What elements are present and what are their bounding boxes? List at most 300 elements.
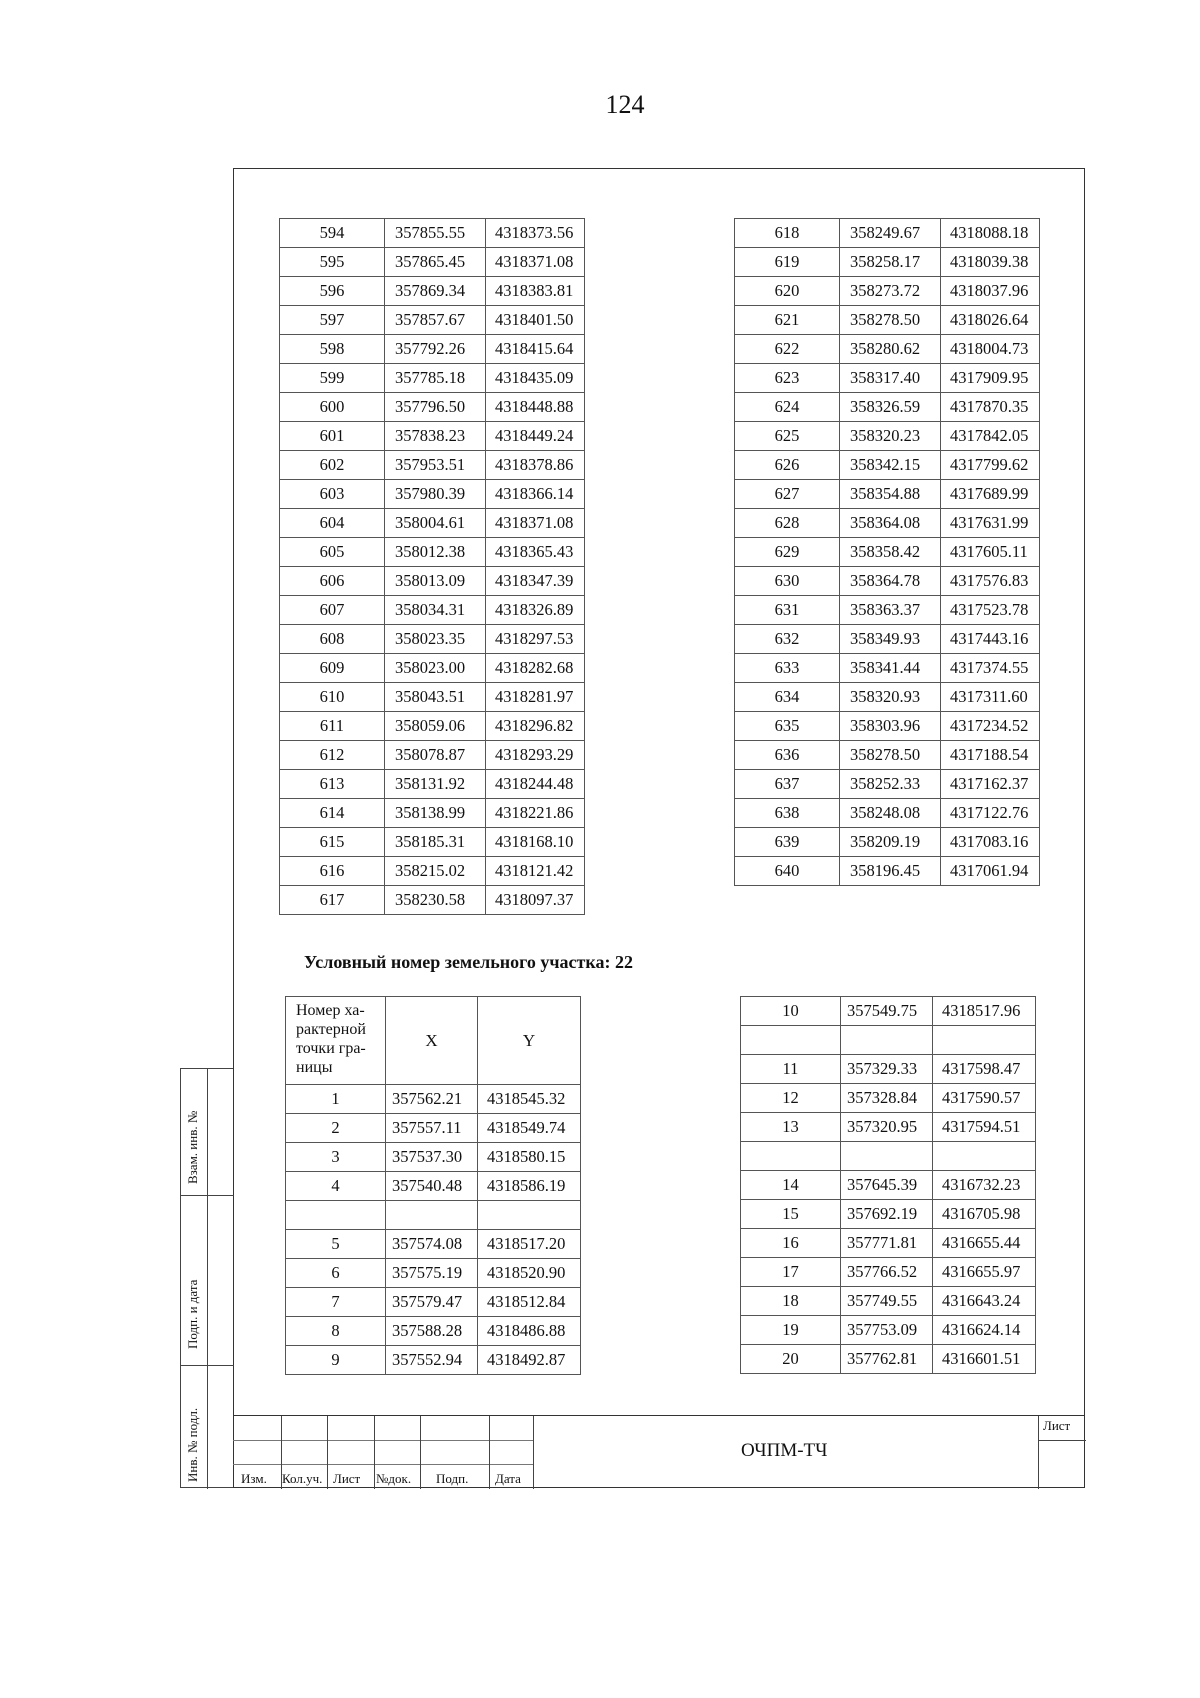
y-coordinate-cell: 4318449.24	[486, 422, 585, 451]
y-coordinate-cell: 4318586.19	[478, 1172, 581, 1201]
x-coordinate-cell: 357857.67	[385, 306, 486, 335]
point-number-cell	[741, 1026, 841, 1055]
y-coordinate-cell	[933, 1142, 1036, 1171]
y-coordinate-cell: 4317842.05	[941, 422, 1040, 451]
label-data: Дата	[495, 1471, 521, 1486]
point-number-cell: 597	[280, 306, 385, 335]
point-number-cell: 1	[286, 1085, 386, 1114]
side-stamp	[180, 1068, 233, 1488]
point-number-cell: 20	[741, 1345, 841, 1374]
point-number-cell: 19	[741, 1316, 841, 1345]
x-coordinate-cell: 357574.08	[386, 1230, 478, 1259]
table-row	[735, 451, 1040, 480]
y-coordinate-cell: 4318365.43	[486, 538, 585, 567]
point-number-cell: 629	[735, 538, 840, 567]
y-coordinate-cell: 4318326.89	[486, 596, 585, 625]
point-number-cell: 611	[280, 712, 385, 741]
divider	[233, 1440, 533, 1441]
y-coordinate-cell: 4318121.42	[486, 857, 585, 886]
table-row	[280, 393, 585, 422]
table-row	[735, 625, 1040, 654]
x-coordinate-cell: 357762.81	[841, 1345, 933, 1374]
y-coordinate-cell: 4317162.37	[941, 770, 1040, 799]
point-number-cell: 626	[735, 451, 840, 480]
y-coordinate-cell: 4317799.62	[941, 451, 1040, 480]
y-coordinate-cell: 4317122.76	[941, 799, 1040, 828]
table-row	[735, 422, 1040, 451]
x-coordinate-cell: 357557.11	[386, 1114, 478, 1143]
x-coordinate-cell: 357575.19	[386, 1259, 478, 1288]
table-row	[735, 770, 1040, 799]
point-number-cell: 600	[280, 393, 385, 422]
y-coordinate-cell: 4318512.84	[478, 1288, 581, 1317]
x-coordinate-cell: 358185.31	[385, 828, 486, 857]
point-number-cell: 630	[735, 567, 840, 596]
table-row	[286, 1201, 581, 1230]
x-coordinate-cell: 358043.51	[385, 683, 486, 712]
y-coordinate-cell	[478, 1201, 581, 1230]
divider	[233, 1464, 533, 1465]
x-coordinate-cell: 358349.93	[840, 625, 941, 654]
y-coordinate-cell: 4318517.96	[933, 997, 1036, 1026]
divider	[207, 1069, 208, 1489]
x-coordinate-cell: 358248.08	[840, 799, 941, 828]
divider	[1039, 1440, 1086, 1441]
header-point-number: Номер ха- рактерной точки гра- ницы	[286, 997, 386, 1085]
x-coordinate-cell: 357865.45	[385, 248, 486, 277]
table-row	[280, 509, 585, 538]
x-coordinate-cell: 358209.19	[840, 828, 941, 857]
sheet-box	[1038, 1416, 1086, 1489]
point-number-cell	[286, 1201, 386, 1230]
x-coordinate-cell: 357766.52	[841, 1258, 933, 1287]
table-row	[735, 857, 1040, 886]
point-number-cell: 612	[280, 741, 385, 770]
x-coordinate-cell: 357549.75	[841, 997, 933, 1026]
coordinates-table-plot-22-left	[285, 996, 581, 1375]
table-row	[280, 306, 585, 335]
y-coordinate-cell: 4318088.18	[941, 219, 1040, 248]
y-coordinate-cell: 4318281.97	[486, 683, 585, 712]
table-row	[286, 1259, 581, 1288]
x-coordinate-cell: 358023.35	[385, 625, 486, 654]
x-coordinate-cell: 358320.93	[840, 683, 941, 712]
table-row	[280, 654, 585, 683]
x-coordinate-cell: 358342.15	[840, 451, 941, 480]
point-number-cell: 615	[280, 828, 385, 857]
point-number-cell: 622	[735, 335, 840, 364]
table-row	[280, 799, 585, 828]
header-y: Y	[478, 997, 581, 1085]
label-ndok: №док.	[376, 1471, 412, 1486]
point-number-cell: 639	[735, 828, 840, 857]
x-coordinate-cell	[841, 1142, 933, 1171]
point-number-cell: 16	[741, 1229, 841, 1258]
table-row	[735, 683, 1040, 712]
point-number-cell: 5	[286, 1230, 386, 1259]
table-row	[280, 248, 585, 277]
x-coordinate-cell: 357328.84	[841, 1084, 933, 1113]
y-coordinate-cell: 4316705.98	[933, 1200, 1036, 1229]
point-number-cell: 599	[280, 364, 385, 393]
y-coordinate-cell: 4318004.73	[941, 335, 1040, 364]
y-coordinate-cell: 4316624.14	[933, 1316, 1036, 1345]
point-number-cell: 637	[735, 770, 840, 799]
table-row	[280, 625, 585, 654]
point-number-cell: 625	[735, 422, 840, 451]
point-number-cell: 619	[735, 248, 840, 277]
table-row	[280, 364, 585, 393]
x-coordinate-cell: 358278.50	[840, 741, 941, 770]
point-number-cell: 613	[280, 770, 385, 799]
y-coordinate-cell: 4318296.82	[486, 712, 585, 741]
table-row	[741, 1171, 1036, 1200]
x-coordinate-cell: 357692.19	[841, 1200, 933, 1229]
y-coordinate-cell: 4318297.53	[486, 625, 585, 654]
x-coordinate-cell: 358320.23	[840, 422, 941, 451]
point-number-cell: 601	[280, 422, 385, 451]
x-coordinate-cell: 358273.72	[840, 277, 941, 306]
y-coordinate-cell: 4318026.64	[941, 306, 1040, 335]
x-coordinate-cell: 357579.47	[386, 1288, 478, 1317]
y-coordinate-cell: 4318366.14	[486, 480, 585, 509]
divider	[181, 1195, 234, 1196]
x-coordinate-cell: 357552.94	[386, 1346, 478, 1375]
table-row	[286, 1172, 581, 1201]
point-number-cell: 598	[280, 335, 385, 364]
point-number-cell: 2	[286, 1114, 386, 1143]
x-coordinate-cell: 358131.92	[385, 770, 486, 799]
x-coordinate-cell: 358252.33	[840, 770, 941, 799]
y-coordinate-cell: 4318293.29	[486, 741, 585, 770]
table-row	[286, 1346, 581, 1375]
table-row	[735, 741, 1040, 770]
x-coordinate-cell: 358196.45	[840, 857, 941, 886]
point-number-cell: 627	[735, 480, 840, 509]
y-coordinate-cell: 4316655.97	[933, 1258, 1036, 1287]
table-row	[735, 567, 1040, 596]
x-coordinate-cell: 358013.09	[385, 567, 486, 596]
table-row	[741, 1113, 1036, 1142]
table-row	[741, 1229, 1036, 1258]
table-row	[280, 538, 585, 567]
table-row	[741, 1287, 1036, 1316]
table-row	[735, 393, 1040, 422]
point-number-cell: 11	[741, 1055, 841, 1084]
point-number-cell: 617	[280, 886, 385, 915]
label-podp: Подп.	[436, 1471, 469, 1486]
point-number-cell: 631	[735, 596, 840, 625]
y-coordinate-cell: 4318401.50	[486, 306, 585, 335]
y-coordinate-cell: 4317083.16	[941, 828, 1040, 857]
table-row	[735, 509, 1040, 538]
header-x: X	[386, 997, 478, 1085]
table-row	[280, 422, 585, 451]
y-coordinate-cell: 4317909.95	[941, 364, 1040, 393]
point-number-cell: 595	[280, 248, 385, 277]
y-coordinate-cell: 4317443.16	[941, 625, 1040, 654]
y-coordinate-cell: 4318282.68	[486, 654, 585, 683]
point-number-cell: 4	[286, 1172, 386, 1201]
y-coordinate-cell: 4317188.54	[941, 741, 1040, 770]
table-row	[735, 538, 1040, 567]
y-coordinate-cell: 4318168.10	[486, 828, 585, 857]
point-number-cell: 618	[735, 219, 840, 248]
side-label-inv-podl: Инв. № подл.	[185, 1407, 200, 1482]
point-number-cell: 634	[735, 683, 840, 712]
x-coordinate-cell: 358258.17	[840, 248, 941, 277]
table-row	[741, 1142, 1036, 1171]
x-coordinate-cell: 358249.67	[840, 219, 941, 248]
y-coordinate-cell: 4316655.44	[933, 1229, 1036, 1258]
y-coordinate-cell: 4317234.52	[941, 712, 1040, 741]
point-number-cell: 8	[286, 1317, 386, 1346]
table-row	[286, 1317, 581, 1346]
point-number-cell: 605	[280, 538, 385, 567]
table-row	[741, 1316, 1036, 1345]
y-coordinate-cell: 4317311.60	[941, 683, 1040, 712]
point-number-cell: 606	[280, 567, 385, 596]
x-coordinate-cell: 357771.81	[841, 1229, 933, 1258]
x-coordinate-cell: 357562.21	[386, 1085, 478, 1114]
point-number-cell: 628	[735, 509, 840, 538]
divider	[489, 1416, 490, 1489]
coordinates-table-top-right	[734, 218, 1040, 886]
point-number-cell: 609	[280, 654, 385, 683]
x-coordinate-cell: 357588.28	[386, 1317, 478, 1346]
x-coordinate-cell: 358023.00	[385, 654, 486, 683]
table-row	[280, 712, 585, 741]
x-coordinate-cell: 357320.95	[841, 1113, 933, 1142]
label-list: Лист	[333, 1471, 361, 1486]
point-number-cell: 603	[280, 480, 385, 509]
y-coordinate-cell: 4317576.83	[941, 567, 1040, 596]
table-row	[280, 857, 585, 886]
table-row	[280, 451, 585, 480]
table-row	[741, 1055, 1036, 1084]
point-number-cell: 12	[741, 1084, 841, 1113]
x-coordinate-cell: 358354.88	[840, 480, 941, 509]
y-coordinate-cell: 4317870.35	[941, 393, 1040, 422]
table-row	[735, 828, 1040, 857]
point-number-cell: 14	[741, 1171, 841, 1200]
point-number-cell: 604	[280, 509, 385, 538]
coordinates-table-top-left	[279, 218, 585, 915]
table-row	[286, 1114, 581, 1143]
table-row	[280, 219, 585, 248]
table-row	[286, 1143, 581, 1172]
point-number-cell: 623	[735, 364, 840, 393]
x-coordinate-cell: 358341.44	[840, 654, 941, 683]
document-code: ОЧПМ-ТЧ	[741, 1440, 828, 1461]
point-number-cell: 624	[735, 393, 840, 422]
table-row	[735, 248, 1040, 277]
y-coordinate-cell: 4316643.24	[933, 1287, 1036, 1316]
point-number-cell: 620	[735, 277, 840, 306]
y-coordinate-cell: 4318549.74	[478, 1114, 581, 1143]
x-coordinate-cell: 357540.48	[386, 1172, 478, 1201]
table-row	[735, 277, 1040, 306]
side-label-vzam: Взам. инв. №	[185, 1110, 200, 1184]
y-coordinate-cell: 4317605.11	[941, 538, 1040, 567]
x-coordinate-cell: 357855.55	[385, 219, 486, 248]
y-coordinate-cell: 4318097.37	[486, 886, 585, 915]
point-number-cell: 602	[280, 451, 385, 480]
x-coordinate-cell: 357753.09	[841, 1316, 933, 1345]
table-row	[286, 1288, 581, 1317]
side-label-podp-data: Подп. и дата	[185, 1279, 200, 1349]
table-header-row	[286, 997, 581, 1085]
table-row	[735, 364, 1040, 393]
point-number-cell: 13	[741, 1113, 841, 1142]
y-coordinate-cell: 4318492.87	[478, 1346, 581, 1375]
point-number-cell: 614	[280, 799, 385, 828]
x-coordinate-cell: 358215.02	[385, 857, 486, 886]
point-number-cell: 10	[741, 997, 841, 1026]
point-number-cell: 3	[286, 1143, 386, 1172]
table-row	[741, 1258, 1036, 1287]
x-coordinate-cell: 357749.55	[841, 1287, 933, 1316]
table-row	[280, 683, 585, 712]
point-number-cell: 15	[741, 1200, 841, 1229]
x-coordinate-cell: 357792.26	[385, 335, 486, 364]
y-coordinate-cell: 4317594.51	[933, 1113, 1036, 1142]
y-coordinate-cell: 4317598.47	[933, 1055, 1036, 1084]
point-number-cell: 621	[735, 306, 840, 335]
point-number-cell: 636	[735, 741, 840, 770]
y-coordinate-cell: 4316732.23	[933, 1171, 1036, 1200]
point-number-cell: 17	[741, 1258, 841, 1287]
table-row	[735, 799, 1040, 828]
table-row	[741, 1084, 1036, 1113]
x-coordinate-cell: 358317.40	[840, 364, 941, 393]
y-coordinate-cell: 4317631.99	[941, 509, 1040, 538]
x-coordinate-cell	[841, 1026, 933, 1055]
point-number-cell: 640	[735, 857, 840, 886]
table-row	[735, 306, 1040, 335]
point-number-cell: 18	[741, 1287, 841, 1316]
y-coordinate-cell: 4318371.08	[486, 509, 585, 538]
x-coordinate-cell: 358363.37	[840, 596, 941, 625]
x-coordinate-cell: 358303.96	[840, 712, 941, 741]
table-row	[741, 997, 1036, 1026]
table-row	[286, 1085, 581, 1114]
y-coordinate-cell: 4317689.99	[941, 480, 1040, 509]
y-coordinate-cell: 4318517.20	[478, 1230, 581, 1259]
table-row	[741, 1200, 1036, 1229]
y-coordinate-cell: 4318039.38	[941, 248, 1040, 277]
x-coordinate-cell: 358278.50	[840, 306, 941, 335]
y-coordinate-cell	[933, 1026, 1036, 1055]
page-number: 124	[605, 90, 645, 119]
table-row	[280, 741, 585, 770]
x-coordinate-cell: 357953.51	[385, 451, 486, 480]
x-coordinate-cell: 358364.78	[840, 567, 941, 596]
y-coordinate-cell: 4318545.32	[478, 1085, 581, 1114]
table-row	[280, 480, 585, 509]
table-row	[280, 335, 585, 364]
y-coordinate-cell: 4318435.09	[486, 364, 585, 393]
x-coordinate-cell: 357980.39	[385, 480, 486, 509]
divider	[327, 1416, 328, 1489]
title-block-grid	[233, 1416, 533, 1489]
x-coordinate-cell: 358230.58	[385, 886, 486, 915]
point-number-cell: 607	[280, 596, 385, 625]
y-coordinate-cell: 4318244.48	[486, 770, 585, 799]
y-coordinate-cell: 4316601.51	[933, 1345, 1036, 1374]
point-number-cell: 594	[280, 219, 385, 248]
y-coordinate-cell: 4318373.56	[486, 219, 585, 248]
title-block	[233, 1415, 1085, 1489]
x-coordinate-cell: 358059.06	[385, 712, 486, 741]
y-coordinate-cell: 4318520.90	[478, 1259, 581, 1288]
y-coordinate-cell: 4317523.78	[941, 596, 1040, 625]
table-row	[741, 1026, 1036, 1055]
label-kol-uch: Кол.уч.	[282, 1471, 323, 1486]
table-row	[280, 828, 585, 857]
table-row	[735, 335, 1040, 364]
table-row	[735, 480, 1040, 509]
x-coordinate-cell	[386, 1201, 478, 1230]
x-coordinate-cell: 358326.59	[840, 393, 941, 422]
divider	[374, 1416, 375, 1489]
point-number-cell: 610	[280, 683, 385, 712]
x-coordinate-cell: 358034.31	[385, 596, 486, 625]
table-row	[280, 886, 585, 915]
x-coordinate-cell: 358012.38	[385, 538, 486, 567]
table-row	[280, 277, 585, 306]
table-row	[741, 1345, 1036, 1374]
section-title: Условный номер земельного участка: 22	[304, 952, 633, 972]
y-coordinate-cell: 4317590.57	[933, 1084, 1036, 1113]
table-row	[735, 712, 1040, 741]
table-row	[280, 770, 585, 799]
point-number-cell: 616	[280, 857, 385, 886]
y-coordinate-cell: 4318580.15	[478, 1143, 581, 1172]
table-row	[280, 596, 585, 625]
x-coordinate-cell: 358364.08	[840, 509, 941, 538]
point-number-cell: 596	[280, 277, 385, 306]
table-row	[735, 596, 1040, 625]
x-coordinate-cell: 357785.18	[385, 364, 486, 393]
y-coordinate-cell: 4318415.64	[486, 335, 585, 364]
divider	[533, 1416, 534, 1489]
point-number-cell	[741, 1142, 841, 1171]
label-izm: Изм.	[241, 1471, 267, 1486]
y-coordinate-cell: 4318486.88	[478, 1317, 581, 1346]
y-coordinate-cell: 4318037.96	[941, 277, 1040, 306]
x-coordinate-cell: 357838.23	[385, 422, 486, 451]
x-coordinate-cell: 357796.50	[385, 393, 486, 422]
sheet-label: Лист	[1043, 1418, 1071, 1433]
point-number-cell: 633	[735, 654, 840, 683]
y-coordinate-cell: 4317374.55	[941, 654, 1040, 683]
y-coordinate-cell: 4318378.86	[486, 451, 585, 480]
y-coordinate-cell: 4317061.94	[941, 857, 1040, 886]
y-coordinate-cell: 4318221.86	[486, 799, 585, 828]
y-coordinate-cell: 4318383.81	[486, 277, 585, 306]
table-row	[280, 567, 585, 596]
point-number-cell: 7	[286, 1288, 386, 1317]
y-coordinate-cell: 4318448.88	[486, 393, 585, 422]
x-coordinate-cell: 357645.39	[841, 1171, 933, 1200]
point-number-cell: 635	[735, 712, 840, 741]
y-coordinate-cell: 4318371.08	[486, 248, 585, 277]
x-coordinate-cell: 358358.42	[840, 538, 941, 567]
x-coordinate-cell: 357869.34	[385, 277, 486, 306]
point-number-cell: 9	[286, 1346, 386, 1375]
point-number-cell: 632	[735, 625, 840, 654]
